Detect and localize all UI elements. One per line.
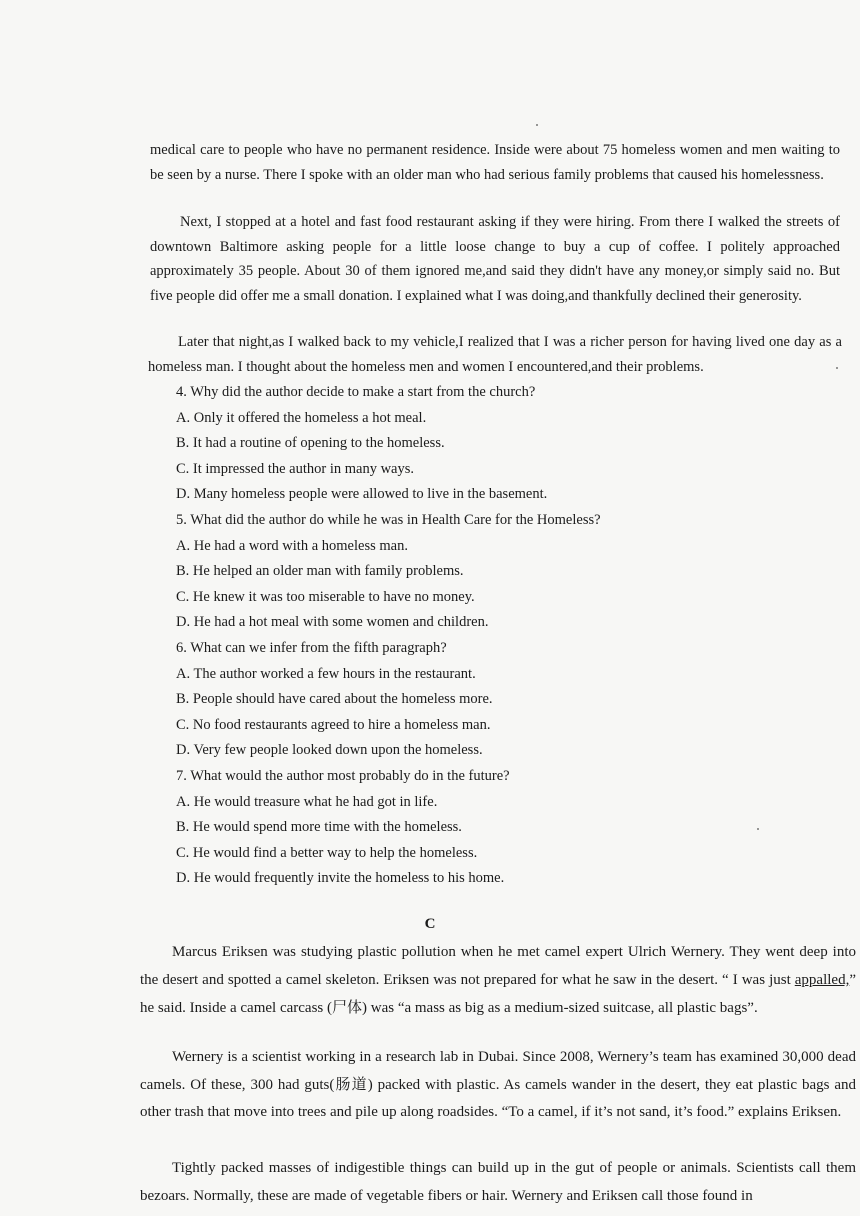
- passage-b-paragraph-later: Later that night,as I walked back to my vehicle,I realized that I was a richer person for having lived one day as a homeless man. I thought about the homeless men and women I encountered,and their problems.: [148, 334, 842, 375]
- answer-option: C. No food restaurants agreed to hire a homeless man.: [176, 716, 491, 733]
- answer-option: C. He would find a better way to help the homeless.: [176, 844, 478, 861]
- section-heading: C: [424, 916, 436, 932]
- answer-option: A. Only it offered the homeless a hot meal.: [176, 409, 427, 426]
- passage-b-paragraph-continued: medical care to people who have no permanent residence. Inside were about 75 homeless women and men waiting to be seen by a nurse. There I spoke with an older man who had serious family problems that caused his homelessness.: [150, 142, 840, 183]
- answer-option: A. He had a word with a homeless man.: [176, 537, 408, 554]
- answer-option: B. People should have cared about the homeless more.: [176, 691, 493, 708]
- passage-c-paragraph-2: Wernery is a scientist working in a research lab in Dubai. Since 2008, Wernery’s team has examined 30,000 dead camels. Of these, 300 had guts(肠道) packed with plastic. As camels wander in the desert, they eat plastic bags and other trash that move into trees and pile up along roadsides. “To a camel, if it’s not sand, it’s food.” explains Eriksen.: [140, 1049, 856, 1120]
- underlined-word: appalled,: [794, 972, 850, 988]
- passage-c-paragraph-1: [140, 938, 856, 1022]
- answer-option: B. He helped an older man with family problems.: [176, 563, 464, 580]
- answer-option: D. He had a hot meal with some women and children.: [176, 614, 489, 631]
- passage-c-paragraph-3: Tightly packed masses of indigestible things can build up in the gut of people or animals. Scientists call them bezoars. Normally, these are made of vegetable fibers or hair. Wernery and Eriksen call those found in: [140, 1160, 856, 1204]
- answer-option: C. It impressed the author in many ways.: [176, 460, 414, 477]
- question-stem: 5. What did the author do while he was in Health Care for the Homeless?: [176, 511, 601, 528]
- passage-b-paragraph-next: Next, I stopped at a hotel and fast food restaurant asking if they were hiring. From there I walked the streets of downtown Baltimore asking people for a little loose change to buy a cup of coffee. I politely approached approximately 35 people. About 30 of them ignored me,and said they didn't have any money,or simply said no. But five people did offer me a small donation. I explained what I was doing,and thankfully declined their generosity.: [150, 214, 840, 304]
- answer-option: A. He would treasure what he had got in life.: [176, 793, 438, 810]
- answer-option: D. Very few people looked down upon the homeless.: [176, 742, 483, 759]
- question-stem: 6. What can we infer from the fifth paragraph?: [176, 639, 447, 656]
- passage-c-text: Marcus Eriksen was studying plastic pollution when he met camel expert Ulrich Wernery. They went deep into the desert and spotted a camel skeleton. Eriksen was not prepared for what he saw in the desert. “ I was just: [140, 944, 856, 988]
- question-stem: 4. Why did the author decide to make a start from the church?: [176, 384, 536, 400]
- answer-option: B. It had a routine of opening to the homeless.: [176, 435, 445, 452]
- answer-option: A. The author worked a few hours in the restaurant.: [176, 665, 476, 682]
- answer-option: D. He would frequently invite the homeless to his home.: [176, 870, 505, 887]
- question-stem: 7. What would the author most probably do in the future?: [176, 767, 510, 784]
- answer-option: D. Many homeless people were allowed to live in the basement.: [176, 486, 548, 503]
- answer-option: B. He would spend more time with the homeless.: [176, 819, 462, 836]
- question-list: [176, 380, 776, 892]
- passage-c-text: ” he said. Inside a camel carcass (尸体) was “a mass as big as a medium-sized suitcase, all plastic bags”.: [140, 972, 856, 1016]
- answer-option: C. He knew it was too miserable to have no money.: [176, 588, 475, 605]
- scan-speck: [536, 124, 538, 126]
